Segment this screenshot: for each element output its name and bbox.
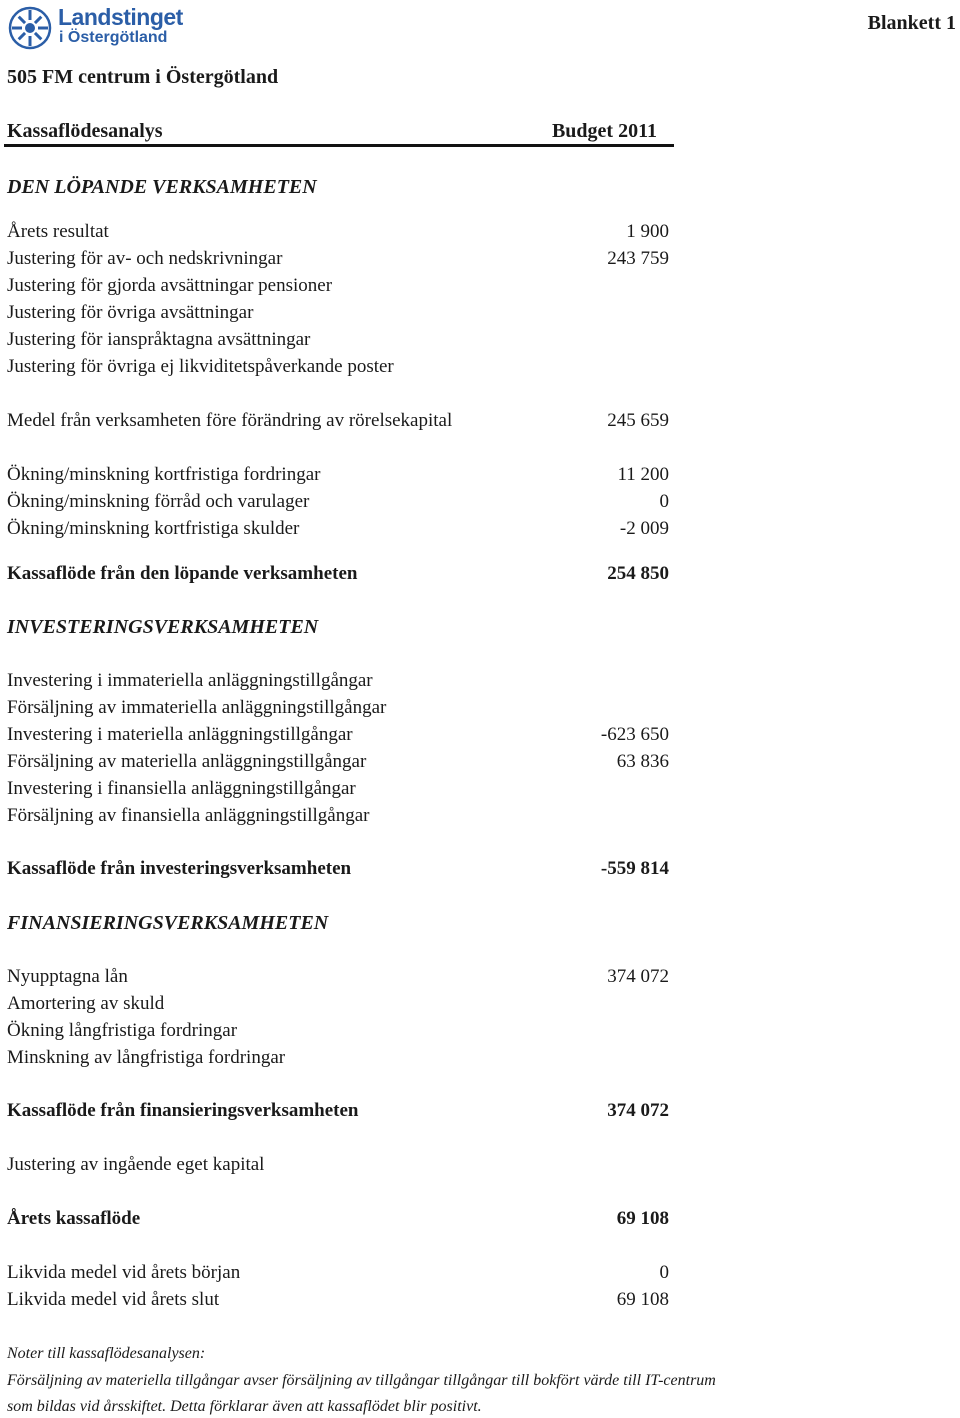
notes-heading: Noter till kassaflödesanalysen:: [7, 1345, 206, 1362]
row-label: Försäljning av materiella anläggningstillgångar: [7, 751, 367, 772]
table-row: [7, 300, 669, 326]
table-row: [7, 776, 669, 802]
row-value: 374 072: [607, 1100, 669, 1121]
row-value: -623 650: [600, 724, 669, 745]
total-row-investing: [7, 856, 669, 882]
section-heading-financing: FINANSIERINGSVERKSAMHETEN: [7, 912, 329, 934]
note-line: Försäljning av materiella tillgångar avser försäljning av tillgångar tillgångar till bokfört värde till IT-centrum: [7, 1372, 716, 1389]
organization-title: 505 FM centrum i Östergötland: [7, 66, 279, 88]
row-label: Amortering av skuld: [7, 993, 165, 1014]
table-row: [7, 803, 669, 829]
year-cashflow-row: [7, 1206, 669, 1232]
table-row: [7, 327, 669, 353]
row-label: Justering för övriga avsättningar: [7, 302, 254, 323]
table-row: [7, 516, 669, 542]
row-value: 63 836: [616, 751, 669, 772]
row-label: Ökning/minskning kortfristiga fordringar: [7, 464, 321, 485]
budget-label: Budget 2011: [551, 120, 657, 142]
table-row: [7, 1018, 669, 1044]
row-label: Likvida medel vid årets slut: [7, 1289, 220, 1310]
row-label: Likvida medel vid årets början: [7, 1262, 241, 1283]
title-divider: [4, 144, 674, 147]
table-row: [7, 462, 669, 488]
row-label: Minskning av långfristiga fordringar: [7, 1047, 286, 1068]
logo-wordmark: [58, 6, 190, 50]
row-value: 243 759: [607, 248, 669, 269]
landstinget-logo: [8, 6, 188, 50]
table-row: [7, 749, 669, 775]
logo-line2: i Östergötland: [59, 29, 168, 46]
row-value: 374 072: [607, 966, 669, 987]
subtotal-row: [7, 408, 669, 434]
section-heading-investing: INVESTERINGSVERKSAMHETEN: [7, 616, 319, 638]
table-row: [7, 1045, 669, 1071]
table-row: [7, 695, 669, 721]
row-label: Försäljning av immateriella anläggningstillgångar: [7, 697, 387, 718]
row-label: Nyupptagna lån: [7, 966, 128, 987]
logo-line1: Landstinget: [58, 4, 183, 30]
row-value: 0: [659, 1262, 669, 1283]
row-label: Kassaflöde från den löpande verksamheten: [7, 563, 358, 584]
equity-adjustment-row: [7, 1152, 669, 1178]
row-value: 1 900: [626, 221, 669, 242]
row-label: Försäljning av finansiella anläggningstillgångar: [7, 805, 370, 826]
landstinget-emblem-icon: [8, 6, 54, 50]
table-row: [7, 246, 669, 272]
row-value: 254 850: [607, 563, 669, 584]
row-label: Justering för ianspråktagna avsättningar: [7, 329, 311, 350]
note-line: som bildas vid årsskiftet. Detta förklarar även att kassaflödet blir positivt.: [7, 1398, 482, 1415]
row-label: Ökning långfristiga fordringar: [7, 1020, 238, 1041]
row-label: Justering för övriga ej likviditetspåverkande poster: [7, 356, 394, 377]
section-heading-operating: DEN LÖPANDE VERKSAMHETEN: [7, 176, 317, 198]
table-row: [7, 991, 669, 1017]
table-row: [7, 273, 669, 299]
row-label: Medel från verksamheten före förändring av rörelsekapital: [7, 410, 453, 431]
row-value: -559 814: [600, 858, 669, 879]
row-label: Investering i materiella anläggningstillgångar: [7, 724, 353, 745]
table-row: [7, 354, 669, 380]
row-label: Kassaflöde från investeringsverksamheten: [7, 858, 352, 879]
table-row: [7, 1287, 669, 1313]
row-label: Ökning/minskning förråd och varulager: [7, 491, 310, 512]
total-row-financing: [7, 1098, 669, 1124]
row-label: Kassaflöde från finansieringsverksamheten: [7, 1100, 359, 1121]
row-value: 69 108: [616, 1208, 669, 1229]
table-row: [7, 722, 669, 748]
row-label: Ökning/minskning kortfristiga skulder: [7, 518, 300, 539]
table-row: [7, 1260, 669, 1286]
total-row-operating: [7, 561, 669, 587]
table-row: [7, 964, 669, 990]
report-title: Kassaflödesanalys: [7, 120, 163, 142]
row-label: Investering i finansiella anläggningstillgångar: [7, 778, 356, 799]
row-value: 69 108: [616, 1289, 669, 1310]
row-label: Årets kassaflöde: [7, 1208, 141, 1229]
row-value: 0: [659, 491, 669, 512]
row-label: Justering för av- och nedskrivningar: [7, 248, 283, 269]
row-value: -2 009: [619, 518, 669, 539]
table-row: [7, 668, 669, 694]
row-value: 245 659: [607, 410, 669, 431]
row-label: Investering i immateriella anläggningstillgångar: [7, 670, 373, 691]
table-row: [7, 489, 669, 515]
table-row: [7, 219, 669, 245]
row-value: 11 200: [617, 464, 669, 485]
row-label: Justering för gjorda avsättningar pensioner: [7, 275, 333, 296]
row-label: Justering av ingående eget kapital: [7, 1154, 265, 1175]
form-label: Blankett 1: [867, 12, 956, 34]
row-label: Årets resultat: [7, 221, 109, 242]
